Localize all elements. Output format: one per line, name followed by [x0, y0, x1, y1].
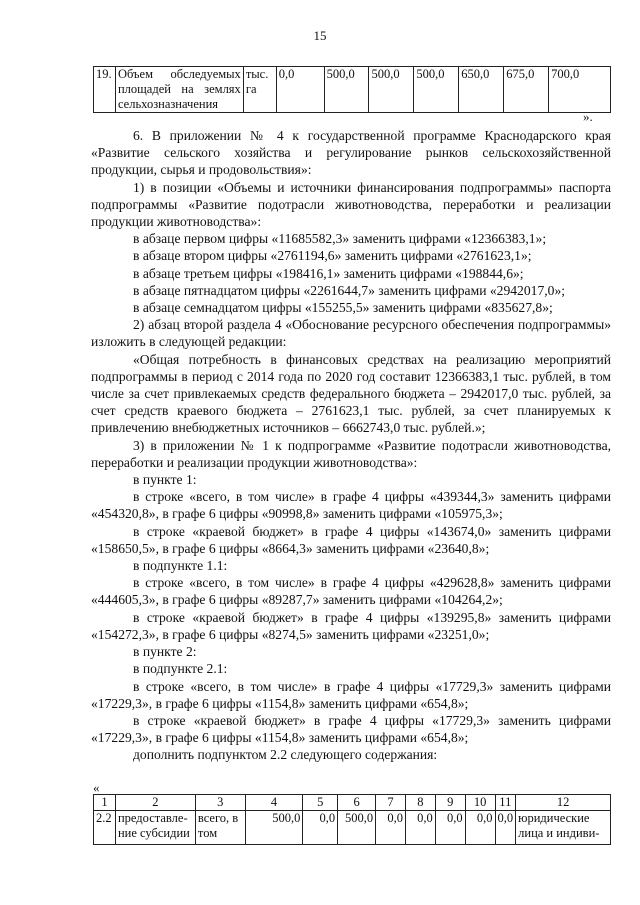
table-fragment-top [93, 66, 611, 113]
column-header: 12 [516, 795, 611, 811]
value-cell: 500,0 [414, 67, 459, 113]
column-header: 5 [303, 795, 338, 811]
column-header: 7 [376, 795, 406, 811]
paragraph: «Общая потребность в финансовых средствах на реализацию мероприятий подпрограммы в период с 2014 года по 2020 год составит 12366383,1 тыс. рублей, в том числе за счет привлекаемых средств федерального бюджета – 2942017,0 тыс. рублей, за счет средств краевого бюджета – 2761623,1 тыс. рублей, за счет планируемых к привлечению внебюджетных источников – 6662743,0 тыс. рублей.»; [91, 351, 611, 436]
paragraph: в пункте 2: [133, 644, 197, 660]
value-cell: 0,0 [303, 811, 338, 845]
value-cell: 0,0 [276, 67, 324, 113]
value-cell: 500,0 [245, 811, 303, 845]
source-cell: всего, в том [195, 811, 245, 845]
value-cell: 500,0 [324, 67, 369, 113]
table-fragment-bottom [93, 794, 611, 845]
paragraph: в строке «краевой бюджет» в графе 4 цифры «143674,0» заменить цифрами «158650,5», в графе 6 цифры «8664,3» заменить цифрами «23640,8»; [91, 523, 611, 556]
paragraph: в строке «всего, в том числе» в графе 4 цифры «17729,3» заменить цифрами «17229,3», в графе 6 цифры «1154,8» заменить цифрами «654,8»; [91, 678, 611, 711]
paragraph: 3) в приложении № 1 к подпрограмме «Развитие подотрасли животноводства, переработки и реализации продукции животноводства»: [91, 437, 611, 470]
paragraph: в абзаце первом цифры «11685582,3» заменить цифрами «12366383,1»; [133, 231, 547, 247]
row-number: 19. [94, 67, 116, 113]
column-header: 10 [465, 795, 495, 811]
value-cell: 0,0 [465, 811, 495, 845]
paragraph: дополнить подпунктом 2.2 следующего содержания: [133, 747, 438, 763]
document-body [91, 127, 611, 764]
paragraph: в строке «всего, в том числе» в графе 4 цифры «439344,3» заменить цифрами «454320,8», в графе 6 цифры «90998,8» заменить цифрами «105975,3»; [91, 489, 611, 522]
paragraph: в строке «краевой бюджет» в графе 4 цифры «139295,8» заменить цифрами «154272,3», в графе 6 цифры «8274,5» заменить цифрами «23251,0»; [91, 609, 611, 642]
column-header: 11 [495, 795, 516, 811]
activity-name: предоставле-ние субсидии [115, 811, 195, 845]
column-header: 9 [435, 795, 465, 811]
column-header: 4 [245, 795, 303, 811]
paragraph: в подпункте 2.1: [133, 661, 228, 677]
value-cell: 675,0 [504, 67, 549, 113]
paragraph: в абзаце семнадцатом цифры «155255,5» заменить цифрами «835627,8»; [133, 300, 553, 316]
column-header: 3 [195, 795, 245, 811]
paragraph: в абзаце втором цифры «2761194,6» заменить цифрами «2761623,1»; [133, 248, 532, 264]
value-cell: 0,0 [376, 811, 406, 845]
value-cell: 500,0 [369, 67, 414, 113]
row-number: 2.2 [94, 811, 116, 845]
value-cell: 0,0 [435, 811, 465, 845]
paragraph: 6. В приложении № 4 к государственной программе Краснодарского края «Развитие сельского хозяйства и регулирование рынков сельскохозяйственной продукции, сырья и продовольствия»: [91, 128, 611, 178]
paragraph: в абзаце пятнадцатом цифры «2261644,7» заменить цифрами «2942017,0»; [133, 282, 566, 298]
value-cell: 500,0 [338, 811, 376, 845]
table-row [94, 811, 611, 845]
column-header: 8 [405, 795, 435, 811]
indicator-name: Объем обследуемых площадей на землях сельхозназначения [115, 67, 243, 113]
value-cell: 650,0 [459, 67, 504, 113]
table-header-row [94, 795, 611, 811]
value-cell: 700,0 [549, 67, 611, 113]
paragraph: в строке «краевой бюджет» в графе 4 цифры «17729,3» заменить цифрами «17229,3», в графе 6 цифры «1154,8» заменить цифрами «654,8»; [91, 712, 611, 746]
column-header: 2 [115, 795, 195, 811]
closing-quote: ». [583, 109, 593, 124]
paragraph: 2) абзац второй раздела 4 «Обоснование ресурсного обеспечения подпрограммы» изложить в следующей редакции: [91, 317, 611, 350]
unit-cell: тыс. га [243, 67, 276, 113]
opening-quote: « [93, 780, 100, 795]
value-cell: 0,0 [405, 811, 435, 845]
column-header: 1 [94, 795, 116, 811]
recipient-cell: юридические лица и индиви- [516, 811, 611, 845]
paragraph: в строке «всего, в том числе» в графе 4 цифры «429628,8» заменить цифрами «444605,3», в графе 6 цифры «89287,7» заменить цифрами «104264,2»; [91, 575, 611, 608]
paragraph: в абзаце третьем цифры «198416,1» заменить цифрами «198844,6»; [133, 265, 524, 281]
paragraph: 1) в позиции «Объемы и источники финансирования подпрограммы» паспорта подпрограммы «Развитие подотрасли животноводства, переработки и реализации продукции животноводства»: [91, 179, 611, 230]
paragraph: в подпункте 1.1: [133, 558, 228, 574]
page-number: 15 [313, 28, 327, 43]
table-row [94, 67, 611, 113]
value-cell: 0,0 [495, 811, 516, 845]
paragraph: в пункте 1: [133, 472, 197, 488]
column-header: 6 [338, 795, 376, 811]
